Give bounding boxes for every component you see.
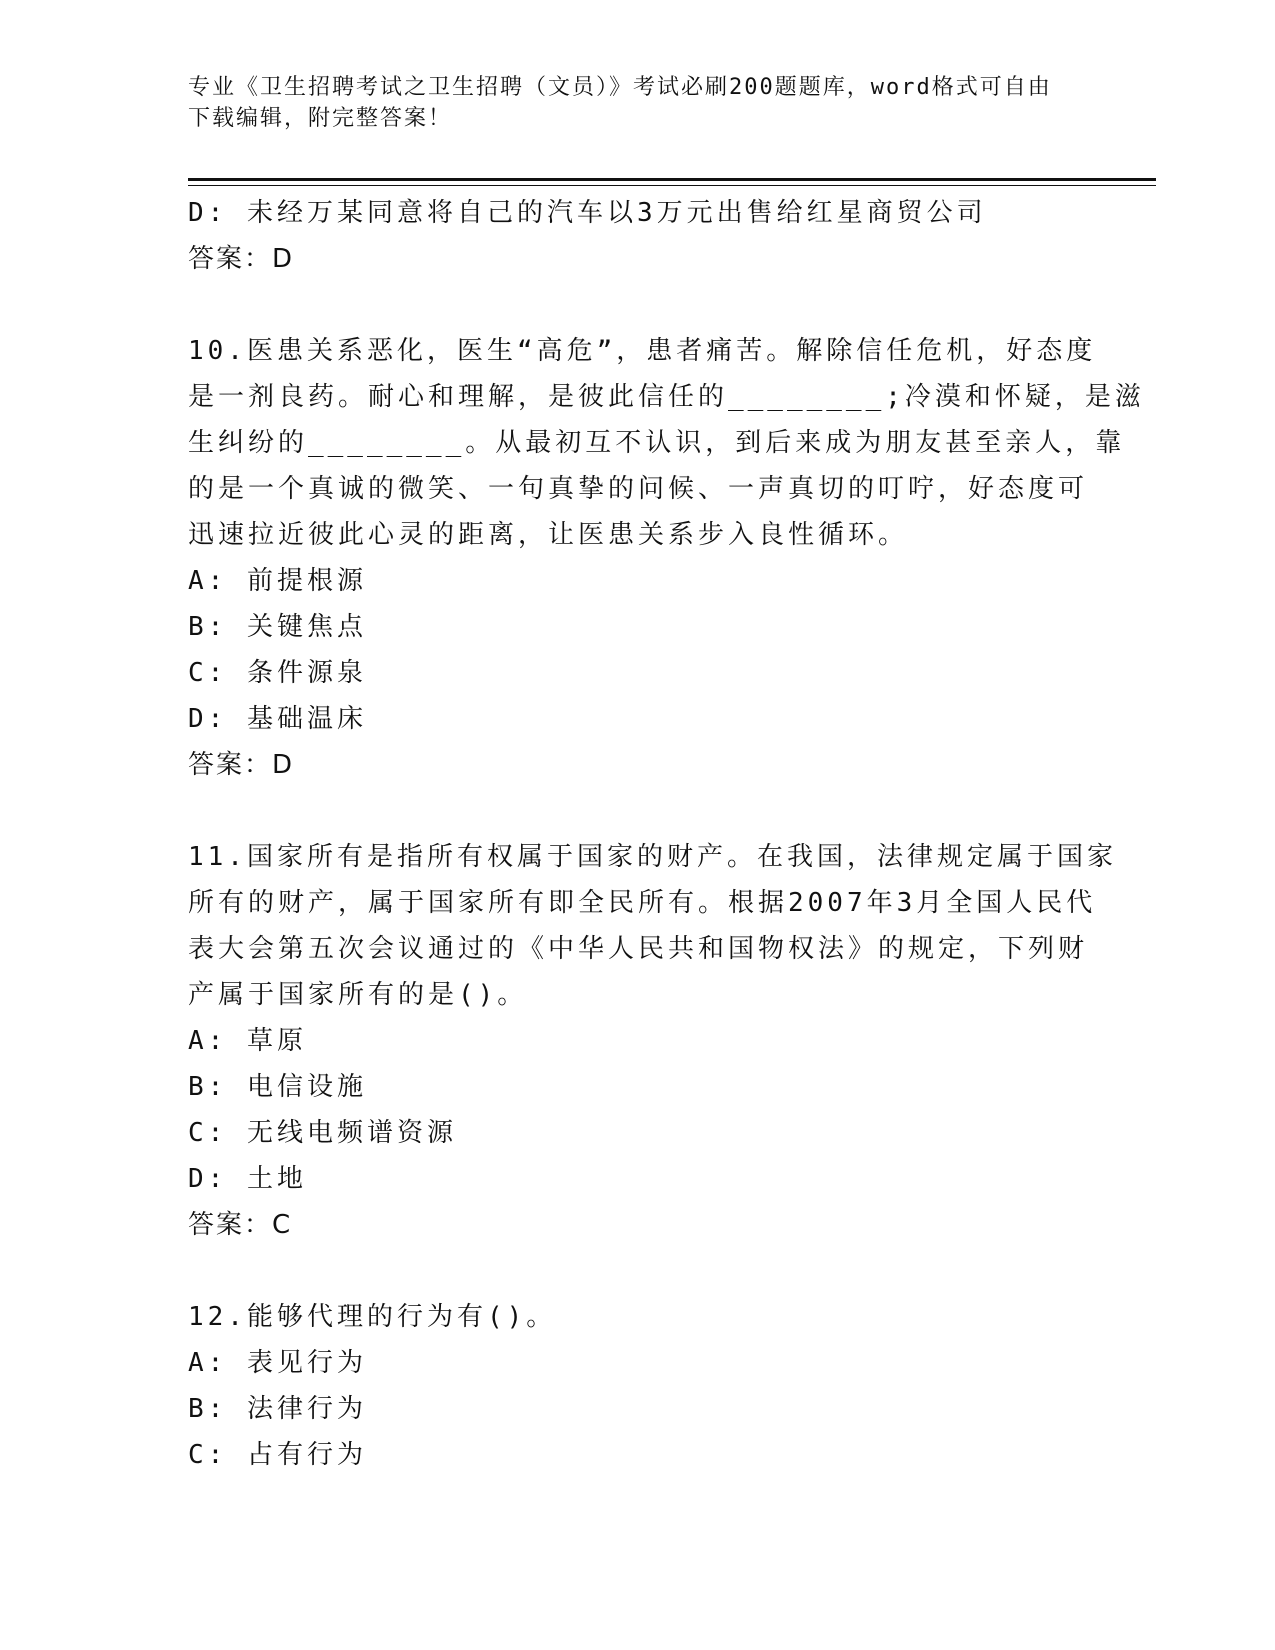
answer-line: 答案：D: [188, 750, 295, 780]
question-stem-line: 产属于国家所有的是()。: [188, 980, 528, 1010]
question-stem-line: 10.医患关系恶化，医生“高危”，患者痛苦。解除信任危机，好态度: [188, 336, 1097, 366]
question-9: [188, 190, 1088, 282]
header-divider-thin: [188, 185, 1156, 186]
question-stem-line: 的是一个真诚的微笑、一句真挚的问候、一声真切的叮咛，好态度可: [188, 474, 1089, 504]
option-a: A: 表见行为: [188, 1348, 367, 1378]
option-d: D: 土地: [188, 1164, 307, 1194]
question-stem-line: 11.国家所有是指所有权属于国家的财产。在我国，法律规定属于国家: [188, 842, 1117, 872]
document-header: 专业《卫生招聘考试之卫生招聘（文员）》考试必刷200题题库，word格式可自由下载编辑，附完整答案！: [188, 75, 1052, 131]
question-10: [188, 328, 1145, 788]
header-divider-thick: [188, 178, 1156, 181]
option-c: C: 无线电频谱资源: [188, 1118, 457, 1148]
question-stem-line: 生纠纷的________。从最初互不认识，到后来成为朋友甚至亲人，靠: [188, 428, 1126, 458]
option-b: B: 关键焦点: [188, 612, 367, 642]
question-11: [188, 834, 1117, 1248]
spacer: [188, 788, 1088, 834]
option-a: A: 前提根源: [188, 566, 367, 596]
option-d: D: 未经万某同意将自己的汽车以3万元出售给红星商贸公司: [188, 198, 987, 228]
question-12: [188, 1294, 1088, 1478]
question-stem-line: 迅速拉近彼此心灵的距离，让医患关系步入良性循环。: [188, 520, 909, 550]
option-a: A: 草原: [188, 1026, 307, 1056]
option-b: B: 法律行为: [188, 1394, 367, 1424]
document-body: [188, 190, 1145, 1478]
answer-line: 答案：D: [188, 244, 295, 274]
question-stem-line: 是一剂良药。耐心和理解，是彼此信任的________;冷漠和怀疑，是滋: [188, 382, 1145, 412]
option-c: C: 条件源泉: [188, 658, 367, 688]
question-stem-line: 12.能够代理的行为有()。: [188, 1302, 557, 1332]
option-d: D: 基础温床: [188, 704, 367, 734]
question-stem-line: 表大会第五次会议通过的《中华人民共和国物权法》的规定，下列财: [188, 934, 1089, 964]
spacer: [188, 1248, 1088, 1294]
spacer: [188, 282, 1088, 328]
question-stem-line: 所有的财产，属于国家所有即全民所有。根据2007年3月全国人民代: [188, 888, 1097, 918]
answer-line: 答案：C: [188, 1210, 293, 1240]
option-c: C: 占有行为: [188, 1440, 367, 1470]
option-b: B: 电信设施: [188, 1072, 367, 1102]
